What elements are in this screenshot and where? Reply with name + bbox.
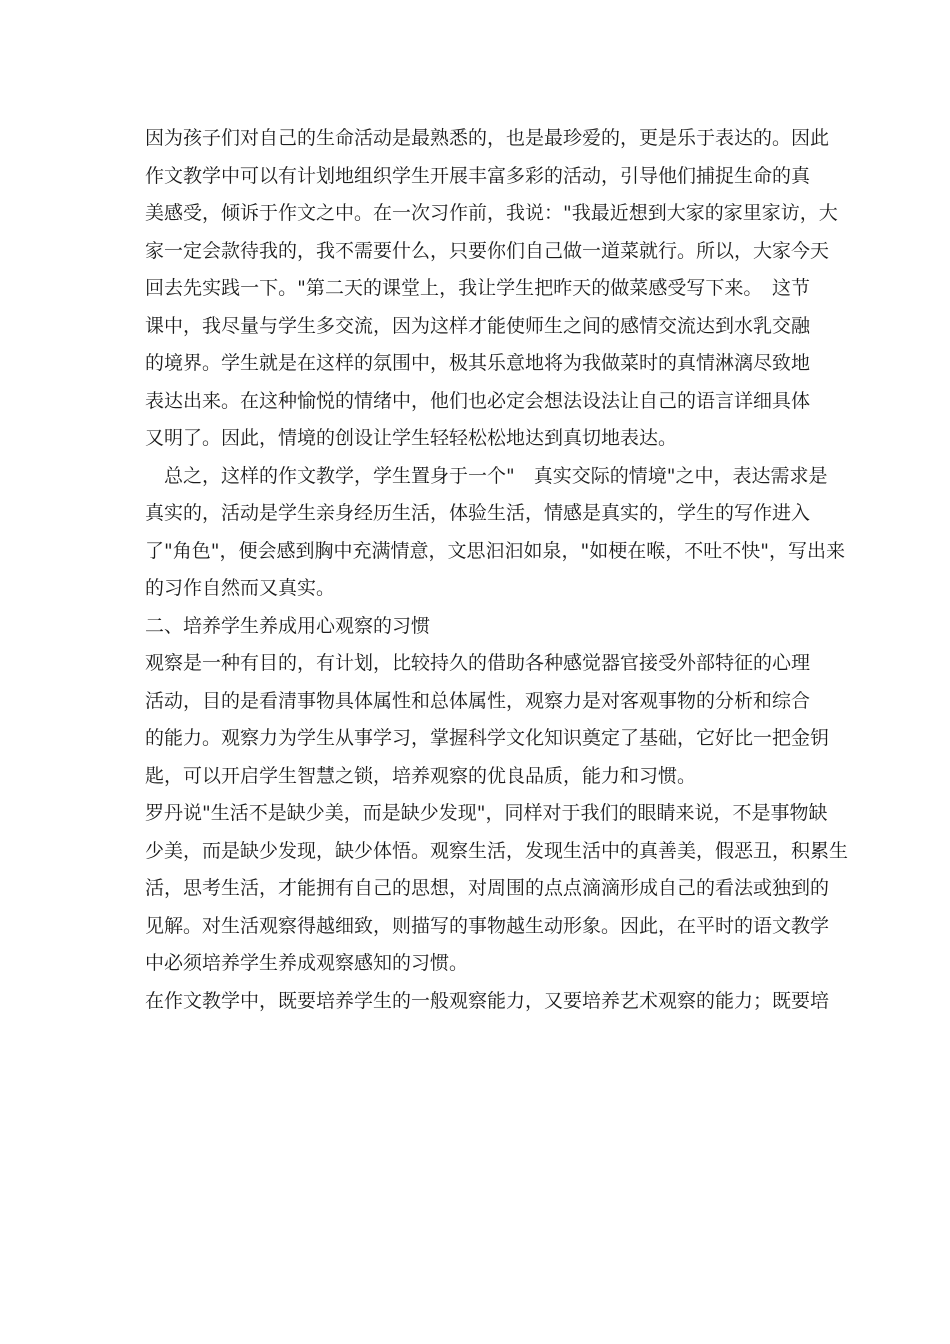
text-line: 少美，而是缺少发现，缺少体悟。观察生活，发现生活中的真善美，假恶丑，积累生: [145, 839, 849, 862]
text-line: 活，思考生活，才能拥有自己的思想，对周围的点点滴滴形成自己的看法或独到的: [145, 877, 830, 899]
text-line: 中必须培养学生养成观察感知的习惯。: [145, 952, 469, 974]
text-line: 美感受，倾诉于作文之中。在一次习作前，我说："我最近想到大家的家里家访，大: [145, 202, 838, 224]
text-line: 总之，这样的作文教学，学生置身于一个" 真实交际的情境"之中，表达需求是: [164, 464, 828, 487]
heading-line: 二、培养学生养成用心观察的习惯: [145, 614, 431, 637]
text-line: 的能力。观察力为学生从事学习，掌握科学文化知识奠定了基础，它好比一把金钥: [145, 727, 830, 749]
text-line: 表达出来。在这种愉悦的情绪中，他们也必定会想法设法让自己的语言详细具体: [145, 389, 811, 412]
paragraph-6: [145, 983, 830, 1021]
text-line: 回去先实践一下。"第二天的课堂上，我让学生把昨天的做菜感受写下来。 这节: [145, 277, 810, 299]
text-line: 家一定会款待我的，我不需要什么，只要你们自己做一道菜就行。所以，大家今天: [145, 239, 830, 262]
paragraph-5: [145, 795, 849, 983]
text-line: 的习作自然而又真实。: [145, 577, 336, 599]
text-line: 观察是一种有目的，有计划，比较持久的借助各种感觉器官接受外部特征的心理: [145, 652, 811, 674]
paragraph-1: [145, 120, 838, 458]
paragraph-4: [145, 645, 830, 795]
text-line: 课中，我尽量与学生多交流，因为这样才能使师生之间的感情交流达到水乳交融: [145, 314, 811, 337]
text-line: 见解。对生活观察得越细致，则描写的事物越生动形象。因此，在平时的语文教学: [145, 914, 830, 937]
text-line: 的境界。学生就是在这样的氛围中，极其乐意地将为我做菜时的真情淋漓尽致地: [145, 352, 811, 374]
text-line: 罗丹说"生活不是缺少美，而是缺少发现"，同样对于我们的眼睛来说，不是事物缺: [145, 802, 828, 824]
text-line: 了"角色"，便会感到胸中充满情意，文思汩汩如泉，"如梗在喉，不吐不快"，写出来: [145, 539, 845, 562]
text-line: 匙，可以开启学生智慧之锁，培养观察的优良品质，能力和习惯。: [145, 764, 697, 787]
text-line: 因为孩子们对自己的生命活动是最熟悉的，也是最珍爱的，更是乐于表达的。因此: [145, 127, 830, 149]
text-line: 真实的，活动是学生亲身经历生活，体验生活，情感是真实的，学生的写作进入: [145, 502, 811, 524]
text-line: 在作文教学中，既要培养学生的一般观察能力，又要培养艺术观察的能力；既要培: [145, 989, 830, 1012]
text-line: 作文教学中可以有计划地组织学生开展丰富多彩的活动，引导他们捕捉生命的真: [145, 164, 811, 187]
text-line: 又明了。因此，情境的创设让学生轻轻松松地达到真切地表达。: [145, 427, 678, 449]
section-heading: [145, 608, 810, 646]
paragraph-2: [145, 458, 845, 608]
text-line: 活动，目的是看清事物具体属性和总体属性，观察力是对客观事物的分析和综合: [145, 689, 811, 712]
body-text: [145, 120, 849, 1020]
